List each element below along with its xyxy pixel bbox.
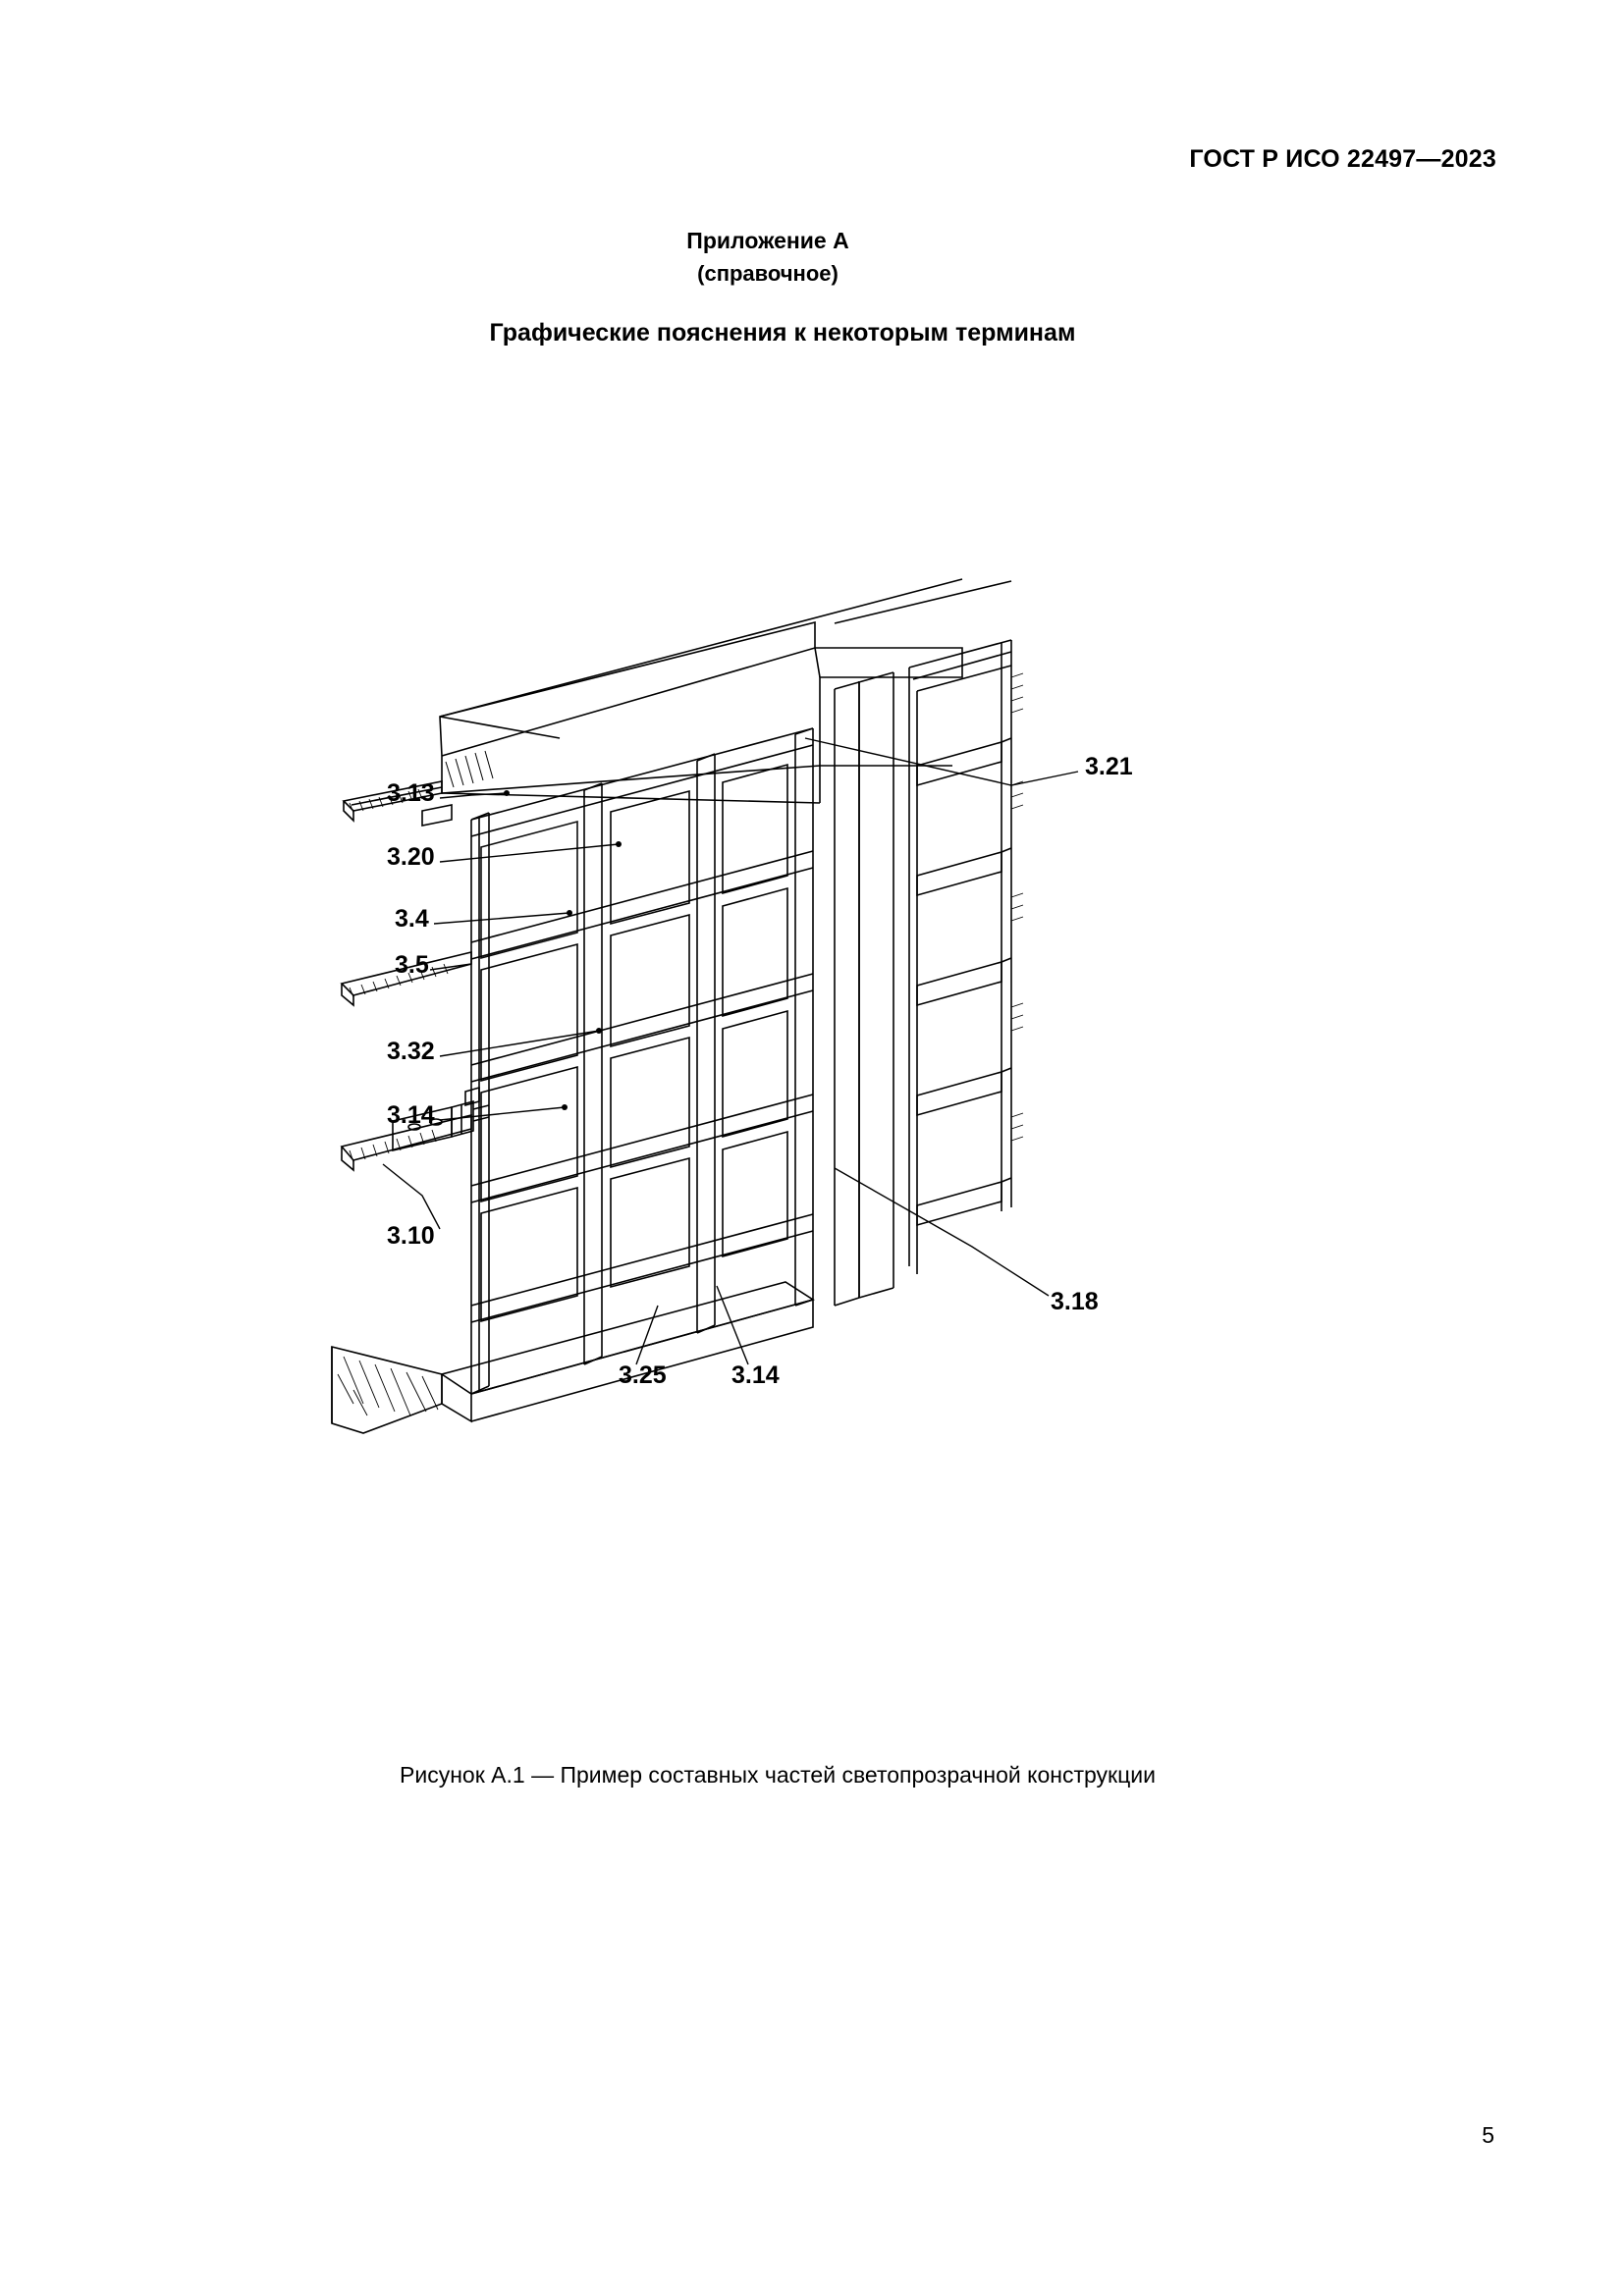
callout-3-5: 3.5 (395, 951, 429, 979)
foundation-hatch (332, 1347, 442, 1433)
leader-dots (504, 790, 622, 1110)
annex-title-main: Приложение А (686, 228, 849, 253)
back-wall-structure (909, 640, 1023, 1274)
annex-subtitle: (справочное) (697, 261, 839, 286)
page-header-standard-number: ГОСТ Р ИСО 22497—2023 (1189, 145, 1496, 173)
section-title: Графические пояснения к некоторым терминам (489, 319, 1076, 347)
page-number: 5 (1482, 2122, 1494, 2148)
callout-3-13: 3.13 (387, 779, 435, 807)
structural-column (835, 672, 893, 1306)
annex-title (0, 224, 1580, 291)
figure-a1-drawing (324, 388, 1306, 1733)
figure-callouts (387, 753, 1133, 1389)
callout-3-14-bottom: 3.14 (731, 1362, 780, 1389)
figure-caption: Рисунок А.1 — Пример составных частей светопрозрачной конструкции (400, 1762, 1156, 1788)
top-bracket-plate (422, 805, 452, 826)
upper-slab (440, 579, 962, 803)
slab-hatch (446, 751, 493, 787)
callout-3-20: 3.20 (387, 843, 435, 871)
callout-3-18: 3.18 (1051, 1288, 1099, 1315)
base-sill (442, 1282, 813, 1421)
callout-3-25: 3.25 (619, 1362, 667, 1389)
callout-3-10: 3.10 (387, 1222, 435, 1250)
callout-3-21: 3.21 (1085, 753, 1133, 780)
callout-3-14-left: 3.14 (387, 1101, 435, 1129)
callout-3-4: 3.4 (395, 905, 429, 933)
callout-3-32: 3.32 (387, 1038, 435, 1065)
lower-anchor-assembly (342, 1088, 489, 1170)
figure-a1 (324, 388, 1306, 1733)
curtain-wall-frame (471, 728, 813, 1394)
